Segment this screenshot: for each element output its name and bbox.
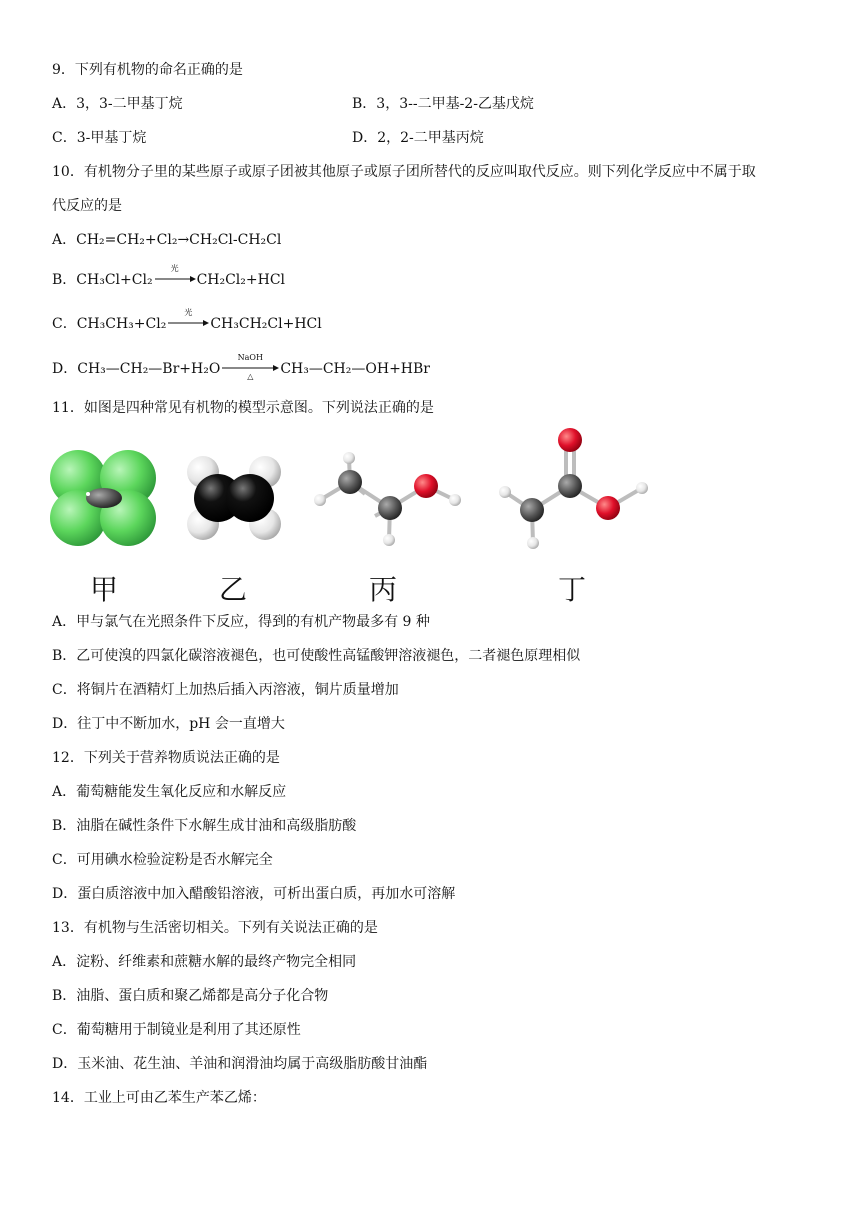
q10-stem-line1: 10．有机物分子里的某些原子或原子团被其他原子或原子团所替代的反应叫取代反应。则下列化学反应中不属于取 [52, 164, 756, 180]
q10-option-a [52, 230, 281, 250]
q10-b-condition: 光 [170, 264, 179, 273]
q10-d-condition-bottom: △ [247, 372, 254, 381]
q10-b-prefix: B． [52, 272, 77, 288]
q10-c-left: CH₃CH₃+Cl₂ [76, 316, 167, 332]
q10-a-prefix: A． [52, 232, 77, 248]
q9-option-a: A．3，3-二甲基丁烷 [52, 96, 183, 112]
q10-d-prefix: D． [52, 361, 78, 377]
q9-option-c: C．3-甲基丁烷 [52, 130, 147, 146]
q10-b-right: CH₂Cl₂+HCl [196, 272, 286, 288]
molecule-label-ding: 丁 [558, 573, 587, 606]
q12-option-d: D．蛋白质溶液中加入醋酸铅溶液，可析出蛋白质，再加水可溶解 [52, 886, 456, 902]
q10-option-d [52, 353, 430, 381]
q11-option-a: A．甲与氯气在光照条件下反应，得到的有机产物最多有 9 种 [52, 614, 430, 630]
q13-option-d: D．玉米油、花生油、羊油和润滑油均属于高级脂肪酸甘油酯 [52, 1056, 428, 1072]
molecule-jia-ccl4-model [50, 450, 156, 546]
q13-stem: 13．有机物与生活密切相关。下列有关说法正确的是 [52, 920, 378, 936]
q10-d-condition-top: NaOH [237, 353, 263, 362]
q10-c-right: CH₃CH₂Cl+HCl [210, 316, 322, 332]
q10-c-condition: 光 [184, 308, 193, 317]
q10-b-left: CH₃Cl+Cl₂ [76, 272, 153, 288]
q13-option-a: A．淀粉、纤维素和蔗糖水解的最终产物完全相同 [52, 954, 357, 970]
q12-option-b: B．油脂在碱性条件下水解生成甘油和高级脂肪酸 [52, 818, 357, 834]
q10-a-equation: CH₂=CH₂+Cl₂→CH₂Cl-CH₂Cl [76, 232, 282, 248]
q9-stem: 9．下列有机物的命名正确的是 [52, 62, 243, 78]
q12-stem: 12．下列关于营养物质说法正确的是 [52, 750, 280, 766]
q9-option-d: D．2，2-二甲基丙烷 [352, 130, 484, 146]
q13-option-b: B．油脂、蛋白质和聚乙烯都是高分子化合物 [52, 988, 329, 1004]
reaction-arrow-icon [154, 264, 196, 284]
q9-option-b: B．3，3--二甲基-2-乙基戊烷 [352, 96, 534, 112]
q10-option-c [52, 308, 322, 334]
q14-stem: 14．工业上可由乙苯生产苯乙烯： [52, 1090, 266, 1106]
q11-option-c: C．将铜片在酒精灯上加热后插入丙溶液，铜片质量增加 [52, 682, 399, 698]
q10-c-prefix: C． [52, 316, 77, 332]
reaction-arrow-icon [167, 308, 209, 328]
q11-stem: 11．如图是四种常见有机物的模型示意图。下列说法正确的是 [52, 400, 434, 416]
molecule-label-jia: 甲 [90, 573, 119, 606]
molecule-label-bing: 丙 [369, 573, 398, 606]
q10-stem-line2: 代反应的是 [52, 198, 122, 214]
molecule-yi-ethylene-model [187, 456, 281, 540]
q12-option-a: A．葡萄糖能发生氧化反应和水解反应 [52, 784, 287, 800]
molecule-ding-atoms [499, 428, 648, 549]
q11-option-b: B．乙可使溴的四氯化碳溶液褪色，也可使酸性高锰酸钾溶液褪色，二者褪色原理相似 [52, 648, 581, 664]
molecule-label-yi: 乙 [219, 573, 248, 606]
molecule-models-figure [40, 420, 680, 570]
q12-option-c: C．可用碘水检验淀粉是否水解完全 [52, 852, 273, 868]
q11-option-d: D．往丁中不断加水，pH 会一直增大 [52, 716, 285, 732]
q10-option-b [52, 264, 286, 290]
reaction-arrow-icon [221, 353, 279, 381]
q10-d-left: CH₃—CH₂—Br+H₂O [77, 361, 221, 377]
q10-d-right: CH₃—CH₂—OH+HBr [280, 361, 430, 377]
q13-option-c: C．葡萄糖用于制镜业是利用了其还原性 [52, 1022, 301, 1038]
